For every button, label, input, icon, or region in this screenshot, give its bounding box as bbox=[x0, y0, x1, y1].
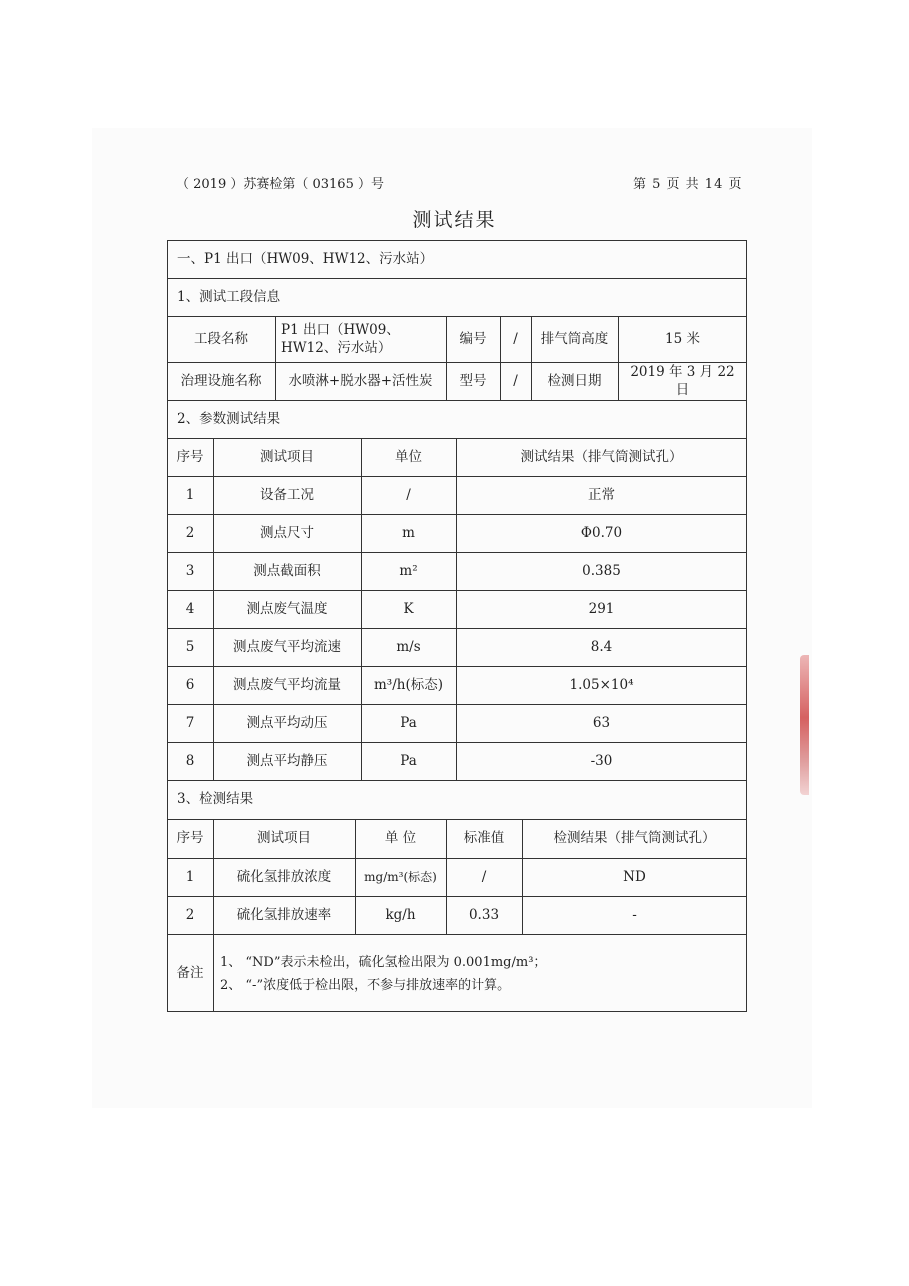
value-facility-name: 水喷淋+脱水器+活性炭 bbox=[288, 372, 433, 389]
params-row-unit: K bbox=[403, 600, 414, 617]
params-row-unit: Pa bbox=[400, 752, 417, 769]
value-code: / bbox=[513, 330, 518, 347]
report-number: （ 2019 ）苏赛检第（ 03165 ）号 bbox=[176, 177, 384, 192]
params-row-unit: Pa bbox=[400, 714, 417, 731]
notes-text bbox=[220, 952, 546, 998]
detect-header-unit: 单 位 bbox=[384, 830, 417, 847]
value-stack-height: 15 米 bbox=[665, 330, 700, 347]
value-section-name: P1 出口（HW09、HW12、污水站） bbox=[281, 321, 400, 356]
params-row-no: 8 bbox=[185, 752, 195, 769]
detect-header-no: 序号 bbox=[176, 830, 204, 847]
params-row-item: 测点废气平均流速 bbox=[233, 638, 341, 655]
params-row-no: 6 bbox=[185, 676, 195, 693]
params-row-result: 0.385 bbox=[582, 562, 621, 579]
params-row-no: 2 bbox=[185, 524, 195, 541]
params-row-unit: m² bbox=[399, 562, 418, 579]
detect-row-unit: kg/h bbox=[385, 906, 416, 923]
value-test-date: 2019 年 3 月 22 日 bbox=[630, 363, 735, 398]
detect-row-no: 2 bbox=[185, 906, 195, 923]
red-seal-stamp bbox=[800, 655, 809, 795]
detect-header-result: 检测结果（排气筒测试孔） bbox=[553, 830, 716, 847]
params-row-result: 正常 bbox=[588, 486, 615, 503]
detect-row-std: 0.33 bbox=[468, 906, 500, 923]
params-row-item: 测点废气温度 bbox=[246, 600, 328, 617]
params-row-item: 测点平均静压 bbox=[246, 752, 328, 769]
label-stack-height: 排气筒高度 bbox=[540, 330, 609, 347]
params-row-item: 测点截面积 bbox=[253, 562, 321, 579]
params-row-result: -30 bbox=[590, 752, 613, 769]
params-row-unit: m/s bbox=[396, 638, 421, 655]
detect-row-result: - bbox=[632, 906, 637, 923]
params-header-item: 测试项目 bbox=[260, 448, 314, 465]
label-section-name: 工段名称 bbox=[194, 330, 248, 347]
info-heading: 1、测试工段信息 bbox=[177, 288, 281, 305]
label-facility-name: 治理设施名称 bbox=[180, 372, 262, 389]
label-code: 编号 bbox=[459, 330, 487, 347]
params-row-item: 测点废气平均流量 bbox=[233, 676, 341, 693]
params-row-item: 测点尺寸 bbox=[260, 524, 314, 541]
params-row-result: 1.05×10⁴ bbox=[569, 676, 634, 693]
notes-label: 备注 bbox=[176, 964, 204, 981]
params-row-no: 4 bbox=[185, 600, 195, 617]
params-row-no: 1 bbox=[185, 486, 195, 503]
detect-row-unit: mg/m³(标态) bbox=[364, 869, 437, 884]
note-line: 2、 “-”浓度低于检出限，不参与排放速率的计算。 bbox=[220, 977, 511, 993]
detect-row-no: 1 bbox=[185, 868, 195, 885]
detect-row-item: 硫化氢排放速率 bbox=[236, 906, 332, 923]
params-row-result: 8.4 bbox=[590, 638, 613, 655]
params-row-no: 3 bbox=[185, 562, 195, 579]
detect-row-item: 硫化氢排放浓度 bbox=[236, 868, 332, 885]
params-header-result: 测试结果（排气筒测试孔） bbox=[520, 448, 683, 465]
params-row-unit: / bbox=[406, 486, 411, 503]
params-header-unit: 单位 bbox=[395, 448, 422, 465]
params-row-unit: m³/h(标态) bbox=[374, 676, 443, 693]
params-row-unit: m bbox=[402, 524, 415, 541]
params-row-item: 测点平均动压 bbox=[246, 714, 328, 731]
note-line: 1、 “ND”表示未检出，硫化氢检出限为 0.001mg/m³； bbox=[220, 955, 547, 970]
params-row-result: 63 bbox=[592, 714, 611, 731]
label-model: 型号 bbox=[459, 372, 487, 389]
section-heading: 一、P1 出口（HW09、HW12、污水站） bbox=[177, 250, 434, 267]
params-row-no: 5 bbox=[185, 638, 195, 655]
detect-header-std: 标准值 bbox=[463, 830, 505, 847]
page-info: 第 5 页 共 14 页 bbox=[633, 177, 743, 192]
params-header-no: 序号 bbox=[176, 448, 204, 465]
params-row-no: 7 bbox=[185, 714, 195, 731]
detect-header-item: 测试项目 bbox=[257, 830, 311, 847]
params-heading: 2、参数测试结果 bbox=[177, 410, 281, 427]
detect-row-std: / bbox=[481, 868, 487, 885]
detect-heading: 3、检测结果 bbox=[177, 791, 254, 808]
params-row-result: 291 bbox=[588, 600, 615, 617]
detect-row-result: ND bbox=[623, 868, 646, 885]
label-test-date: 检测日期 bbox=[547, 372, 602, 389]
value-model: / bbox=[513, 372, 518, 389]
params-row-item: 设备工况 bbox=[260, 486, 314, 503]
page-title: 测试结果 bbox=[412, 209, 497, 231]
params-row-result: Φ0.70 bbox=[580, 524, 623, 541]
